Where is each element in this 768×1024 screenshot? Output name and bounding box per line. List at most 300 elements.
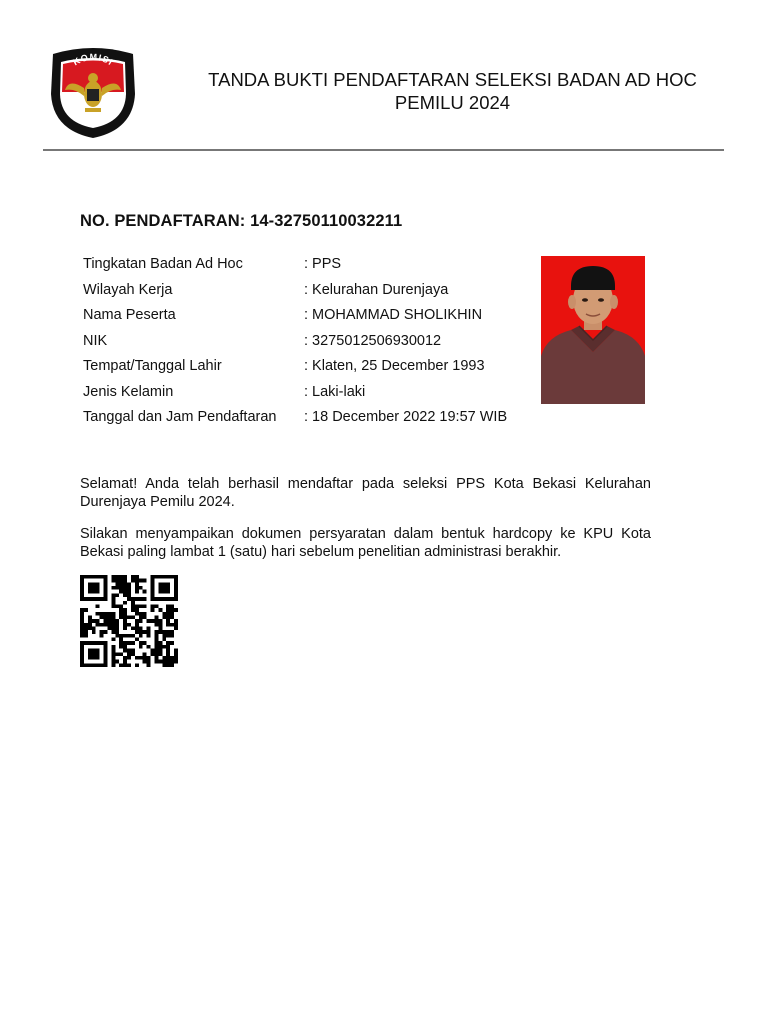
qr-module xyxy=(123,649,127,653)
qr-module xyxy=(92,597,96,601)
qr-module xyxy=(135,623,139,627)
qr-module xyxy=(139,656,143,660)
qr-code-icon xyxy=(80,575,178,667)
qr-module xyxy=(104,615,108,619)
qr-module xyxy=(166,652,170,656)
qr-module xyxy=(88,649,92,653)
qr-module xyxy=(119,575,123,579)
qr-module xyxy=(151,582,155,586)
qr-module xyxy=(92,663,96,667)
qr-module xyxy=(107,623,111,627)
qr-module xyxy=(104,575,108,579)
qr-module xyxy=(123,615,127,619)
qr-module xyxy=(88,597,92,601)
qr-module xyxy=(123,623,127,627)
qr-module xyxy=(115,619,119,623)
qr-module xyxy=(135,630,139,634)
qr-module xyxy=(88,627,92,631)
qr-module xyxy=(123,575,127,579)
qr-module xyxy=(170,623,174,627)
qr-module xyxy=(166,623,170,627)
qr-module xyxy=(115,604,119,608)
qr-module xyxy=(135,608,139,612)
detail-label: Tingkatan Badan Ad Hoc xyxy=(83,256,243,272)
detail-row xyxy=(83,408,507,434)
qr-module xyxy=(80,627,84,631)
qr-module xyxy=(174,597,178,601)
registration-value: 14-32750110032211 xyxy=(250,212,403,230)
qr-module xyxy=(123,586,127,590)
qr-module xyxy=(80,597,84,601)
qr-module xyxy=(147,663,151,667)
qr-module xyxy=(135,590,139,594)
qr-module xyxy=(131,579,135,583)
qr-module xyxy=(143,612,147,616)
qr-module xyxy=(92,586,96,590)
qr-module xyxy=(139,597,143,601)
qr-module xyxy=(119,663,123,667)
qr-module xyxy=(143,656,147,660)
qr-module xyxy=(139,619,143,623)
qr-module xyxy=(96,652,100,656)
qr-module xyxy=(88,590,92,594)
qr-module xyxy=(80,575,84,579)
qr-module xyxy=(104,630,108,634)
qr-module xyxy=(166,590,170,594)
qr-module xyxy=(84,634,88,638)
qr-module xyxy=(123,660,127,664)
qr-module xyxy=(100,615,104,619)
qr-module xyxy=(80,656,84,660)
qr-module xyxy=(100,641,104,645)
qr-module xyxy=(135,586,139,590)
qr-module xyxy=(92,656,96,660)
registration-number xyxy=(80,212,402,231)
qr-module xyxy=(170,615,174,619)
svg-text:PEMILIHAN UMUM: PEMILIHAN UMUM xyxy=(59,97,127,129)
qr-module xyxy=(135,575,139,579)
qr-module xyxy=(84,627,88,631)
qr-module xyxy=(139,630,143,634)
qr-module xyxy=(143,652,147,656)
qr-module xyxy=(147,656,151,660)
qr-module xyxy=(127,582,131,586)
qr-module xyxy=(131,615,135,619)
qr-module xyxy=(162,582,166,586)
qr-module xyxy=(88,623,92,627)
qr-module xyxy=(158,590,162,594)
qr-module xyxy=(111,586,115,590)
qr-module xyxy=(174,656,178,660)
qr-module xyxy=(151,597,155,601)
detail-row xyxy=(83,357,507,383)
qr-module xyxy=(170,660,174,664)
qr-module xyxy=(104,652,108,656)
qr-module xyxy=(80,652,84,656)
qr-module xyxy=(96,619,100,623)
qr-module xyxy=(119,652,123,656)
detail-row xyxy=(83,255,507,281)
qr-module xyxy=(158,582,162,586)
detail-value: : Klaten, 25 December 1993 xyxy=(304,358,485,374)
qr-module xyxy=(162,645,166,649)
qr-module xyxy=(174,608,178,612)
qr-module xyxy=(80,608,84,612)
qr-module xyxy=(139,586,143,590)
qr-module xyxy=(162,590,166,594)
qr-module xyxy=(127,641,131,645)
qr-module xyxy=(119,638,123,642)
qr-module xyxy=(166,619,170,623)
qr-module xyxy=(123,656,127,660)
qr-module xyxy=(111,623,115,627)
qr-module xyxy=(135,612,139,616)
qr-module xyxy=(115,627,119,631)
qr-module xyxy=(123,593,127,597)
qr-module xyxy=(174,593,178,597)
qr-module xyxy=(139,641,143,645)
qr-module xyxy=(143,579,147,583)
qr-module xyxy=(100,663,104,667)
qr-module xyxy=(158,608,162,612)
qr-module xyxy=(135,619,139,623)
qr-module xyxy=(151,590,155,594)
qr-module xyxy=(131,641,135,645)
qr-module xyxy=(151,604,155,608)
qr-module xyxy=(104,623,108,627)
qr-module xyxy=(111,575,115,579)
qr-module xyxy=(100,623,104,627)
congratulations-message: Selamat! Anda telah berhasil mendaftar pada seleksi PPS Kota Bekasi Kelurahan Durenjaya Pemilu 2024. xyxy=(80,476,651,510)
qr-module xyxy=(104,590,108,594)
qr-module xyxy=(123,601,127,605)
qr-module xyxy=(104,619,108,623)
qr-module xyxy=(127,593,131,597)
qr-module xyxy=(80,645,84,649)
qr-module xyxy=(151,579,155,583)
qr-module xyxy=(166,641,170,645)
qr-module xyxy=(80,615,84,619)
registration-label: NO. PENDAFTARAN: xyxy=(80,212,246,230)
qr-module xyxy=(154,656,158,660)
qr-module xyxy=(119,612,123,616)
document-title xyxy=(175,68,730,114)
qr-module xyxy=(111,663,115,667)
qr-module xyxy=(154,597,158,601)
qr-module xyxy=(104,649,108,653)
detail-label: Wilayah Kerja xyxy=(83,281,173,298)
qr-module xyxy=(166,630,170,634)
qr-module xyxy=(111,660,115,664)
qr-module xyxy=(147,634,151,638)
qr-module xyxy=(96,590,100,594)
detail-value: : 3275012506930012 xyxy=(304,332,442,349)
qr-module xyxy=(80,649,84,653)
qr-module xyxy=(119,590,123,594)
qr-module xyxy=(158,641,162,645)
qr-module xyxy=(104,612,108,616)
qr-module xyxy=(88,586,92,590)
qr-module xyxy=(104,593,108,597)
qr-module xyxy=(154,634,158,638)
qr-module xyxy=(162,612,166,616)
qr-module xyxy=(131,575,135,579)
qr-module xyxy=(115,575,119,579)
qr-module xyxy=(104,597,108,601)
qr-module xyxy=(123,634,127,638)
qr-module xyxy=(154,645,158,649)
qr-module xyxy=(92,630,96,634)
qr-module xyxy=(162,656,166,660)
qr-module xyxy=(131,601,135,605)
qr-module xyxy=(151,593,155,597)
qr-module xyxy=(127,615,131,619)
qr-module xyxy=(104,656,108,660)
qr-module xyxy=(143,641,147,645)
qr-module xyxy=(135,604,139,608)
qr-module xyxy=(151,575,155,579)
qr-module xyxy=(151,649,155,653)
qr-module xyxy=(111,579,115,583)
qr-module xyxy=(147,619,151,623)
qr-module xyxy=(104,663,108,667)
qr-module xyxy=(127,649,131,653)
qr-module xyxy=(127,597,131,601)
qr-module xyxy=(127,590,131,594)
qr-module xyxy=(92,619,96,623)
qr-module xyxy=(139,579,143,583)
qr-module xyxy=(158,649,162,653)
qr-module xyxy=(158,645,162,649)
qr-module xyxy=(80,612,84,616)
qr-module xyxy=(111,615,115,619)
detail-row xyxy=(83,383,507,409)
qr-module xyxy=(127,663,131,667)
qr-module xyxy=(115,652,119,656)
qr-module xyxy=(143,590,147,594)
qr-module xyxy=(166,615,170,619)
qr-module xyxy=(107,627,111,631)
title-line-1: TANDA BUKTI PENDAFTARAN SELEKSI BADAN AD HOC xyxy=(208,69,697,90)
qr-module xyxy=(111,627,115,631)
qr-module xyxy=(84,575,88,579)
qr-module xyxy=(174,586,178,590)
qr-module xyxy=(162,663,166,667)
qr-module xyxy=(158,630,162,634)
qr-module xyxy=(166,582,170,586)
qr-module xyxy=(154,619,158,623)
qr-module xyxy=(158,627,162,631)
qr-module xyxy=(123,590,127,594)
qr-module xyxy=(143,630,147,634)
qr-module xyxy=(135,656,139,660)
qr-module xyxy=(131,604,135,608)
qr-module xyxy=(143,660,147,664)
qr-module xyxy=(88,663,92,667)
detail-label: Tanggal dan Jam Pendaftaran xyxy=(83,409,277,425)
qr-module xyxy=(88,641,92,645)
detail-value: : Laki-laki xyxy=(304,383,366,400)
qr-module xyxy=(80,660,84,664)
detail-row xyxy=(83,332,507,358)
qr-module xyxy=(96,612,100,616)
qr-module xyxy=(166,660,170,664)
qr-module xyxy=(119,634,123,638)
qr-module xyxy=(104,660,108,664)
qr-module xyxy=(123,619,127,623)
qr-module xyxy=(174,575,178,579)
qr-module xyxy=(154,623,158,627)
qr-module xyxy=(147,627,151,631)
qr-module xyxy=(88,619,92,623)
kpu-logo-icon xyxy=(47,44,139,140)
qr-module xyxy=(154,575,158,579)
qr-module xyxy=(111,597,115,601)
qr-module xyxy=(96,586,100,590)
qr-module xyxy=(154,641,158,645)
qr-module xyxy=(100,634,104,638)
qr-module xyxy=(88,582,92,586)
qr-module xyxy=(154,615,158,619)
qr-module xyxy=(162,638,166,642)
qr-module xyxy=(80,663,84,667)
qr-module xyxy=(143,615,147,619)
qr-module xyxy=(151,608,155,612)
qr-module xyxy=(123,582,127,586)
qr-module xyxy=(80,630,84,634)
qr-module xyxy=(92,627,96,631)
qr-module xyxy=(166,608,170,612)
qr-module xyxy=(111,612,115,616)
qr-module xyxy=(115,634,119,638)
qr-module xyxy=(143,597,147,601)
qr-module xyxy=(135,597,139,601)
qr-module xyxy=(174,623,178,627)
qr-module xyxy=(100,575,104,579)
qr-module xyxy=(135,638,139,642)
qr-module xyxy=(135,579,139,583)
qr-module xyxy=(119,641,123,645)
detail-value: : 18 December 2022 19:57 WIB xyxy=(304,409,508,425)
qr-module xyxy=(166,612,170,616)
qr-module xyxy=(104,586,108,590)
qr-module xyxy=(84,623,88,627)
qr-module xyxy=(92,590,96,594)
qr-module xyxy=(174,590,178,594)
qr-module xyxy=(174,649,178,653)
title-line-2: PEMILU 2024 xyxy=(394,92,511,113)
qr-module xyxy=(170,634,174,638)
qr-module xyxy=(170,597,174,601)
detail-value: : PPS xyxy=(304,256,342,272)
qr-module xyxy=(174,579,178,583)
qr-module xyxy=(139,645,143,649)
qr-module xyxy=(170,656,174,660)
qr-module xyxy=(96,649,100,653)
header-divider xyxy=(43,149,724,151)
qr-module xyxy=(80,582,84,586)
qr-module xyxy=(151,619,155,623)
qr-module xyxy=(174,627,178,631)
qr-module xyxy=(170,604,174,608)
qr-module xyxy=(139,634,143,638)
qr-module xyxy=(80,634,84,638)
qr-module xyxy=(154,660,158,664)
qr-module xyxy=(111,649,115,653)
qr-module xyxy=(154,630,158,634)
qr-module xyxy=(80,590,84,594)
qr-module xyxy=(96,604,100,608)
qr-module xyxy=(127,634,131,638)
qr-module xyxy=(131,652,135,656)
qr-module xyxy=(170,612,174,616)
qr-module xyxy=(96,641,100,645)
qr-module xyxy=(88,656,92,660)
qr-module xyxy=(80,593,84,597)
qr-module xyxy=(115,579,119,583)
qr-module xyxy=(147,630,151,634)
qr-module xyxy=(115,623,119,627)
qr-module xyxy=(111,630,115,634)
qr-module xyxy=(127,652,131,656)
qr-module xyxy=(158,652,162,656)
qr-module xyxy=(147,645,151,649)
qr-module xyxy=(92,641,96,645)
qr-module xyxy=(96,663,100,667)
qr-module xyxy=(170,575,174,579)
qr-module xyxy=(162,597,166,601)
qr-module xyxy=(119,645,123,649)
qr-module xyxy=(111,619,115,623)
qr-module xyxy=(80,586,84,590)
qr-module xyxy=(115,660,119,664)
qr-module xyxy=(84,630,88,634)
qr-module xyxy=(104,645,108,649)
qr-module xyxy=(139,604,143,608)
qr-module xyxy=(104,579,108,583)
qr-module xyxy=(166,597,170,601)
qr-module xyxy=(158,597,162,601)
qr-module xyxy=(123,641,127,645)
qr-module xyxy=(111,601,115,605)
qr-module xyxy=(143,604,147,608)
qr-module xyxy=(166,634,170,638)
qr-module xyxy=(88,575,92,579)
qr-module xyxy=(123,612,127,616)
detail-label: Nama Peserta xyxy=(83,307,176,323)
qr-module xyxy=(162,634,166,638)
qr-module xyxy=(84,641,88,645)
qr-module xyxy=(115,593,119,597)
qr-module xyxy=(88,652,92,656)
qr-module xyxy=(84,608,88,612)
qr-module xyxy=(162,586,166,590)
qr-module xyxy=(135,627,139,631)
qr-module xyxy=(107,612,111,616)
detail-label: NIK xyxy=(83,332,108,349)
qr-module xyxy=(100,597,104,601)
qr-module xyxy=(162,575,166,579)
qr-module xyxy=(166,656,170,660)
qr-module xyxy=(135,582,139,586)
detail-row xyxy=(83,306,507,332)
instruction-message: Silakan menyampaikan dokumen persyaratan dalam bentuk hardcopy ke KPU Kota Bekasi paling lambat 1 (satu) hari sebelum penelitian administrasi berakhir. xyxy=(80,526,651,560)
qr-module xyxy=(96,623,100,627)
qr-module xyxy=(88,615,92,619)
qr-module xyxy=(92,652,96,656)
qr-module xyxy=(100,612,104,616)
qr-module xyxy=(151,586,155,590)
